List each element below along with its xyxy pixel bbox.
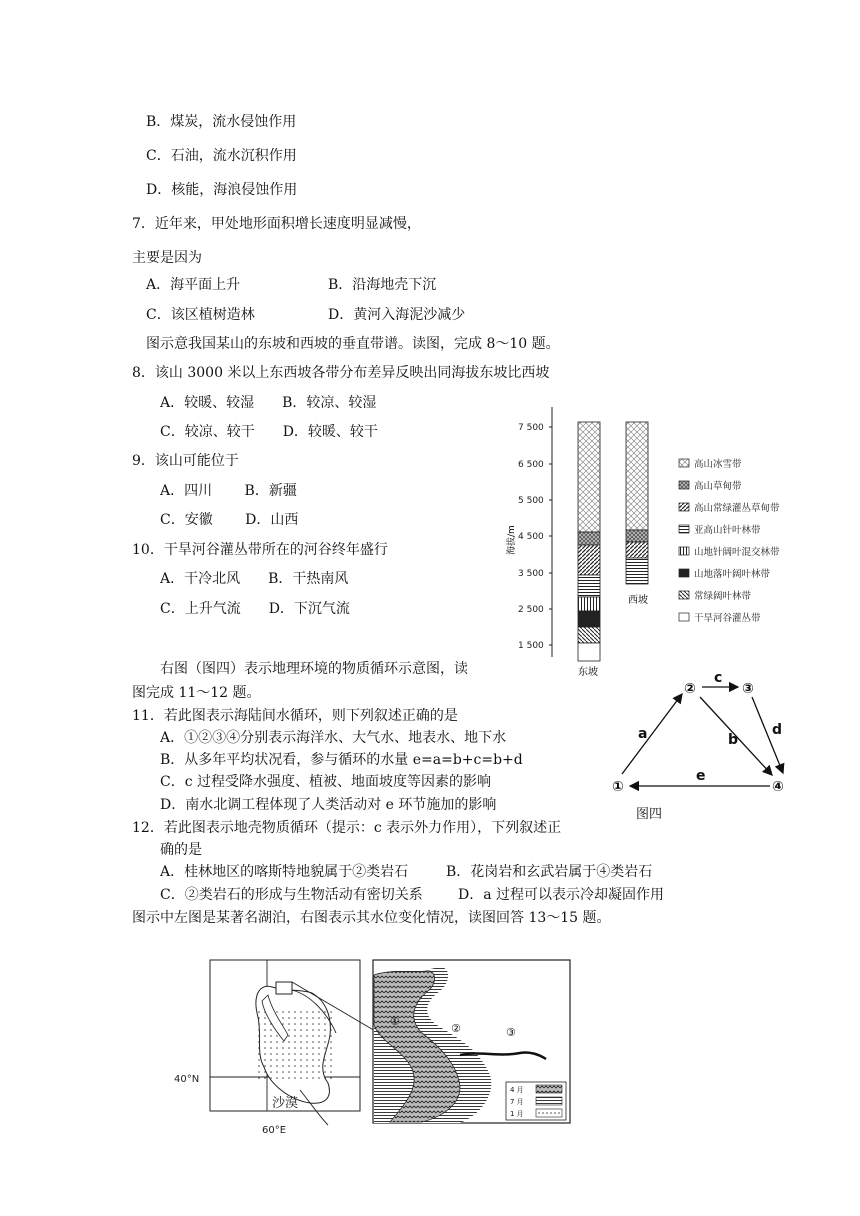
- zonation-legend: [679, 458, 780, 624]
- tick-7500: 7 500: [518, 423, 544, 433]
- arrow-a-label: a: [638, 726, 648, 742]
- legend-july: 7 月: [510, 1098, 524, 1106]
- arrow-d-label: d: [772, 722, 783, 738]
- intro-11-12: 右图（图四）表示地理环境的物质循环示意图，读: [160, 661, 468, 677]
- node-3: ③: [742, 681, 754, 697]
- question-7: 7．近年来，甲处地形面积增长速度明显减慢，: [132, 216, 421, 232]
- q9-options-cd: C．安徽 D．山西: [160, 512, 299, 528]
- legend-dry-valley: 干旱河谷灌丛带: [694, 613, 761, 624]
- east-slope-label: 东坡: [578, 667, 598, 678]
- lake-maps-figure: [160, 955, 580, 1140]
- q6-option-b: B．煤炭，流水侵蚀作用: [146, 114, 297, 130]
- q11-option-b: B．从多年平均状况看，参与循环的水量 e=a=b+c=b+d: [160, 752, 523, 768]
- q7-option-b: B．沿海地壳下沉: [328, 277, 437, 293]
- q10-options-ab: A．干冷北风 B．干热南风: [160, 571, 349, 587]
- q9-options-ab: A．四川 B．新疆: [160, 483, 297, 499]
- q6-option-c: C．石油，流水沉积作用: [146, 148, 297, 164]
- q7-option-c: C．该区植树造林: [146, 307, 255, 323]
- q7-option-d: D．黄河入海泥沙减少: [328, 307, 466, 323]
- q8-options-cd: C．较凉、较干 D．较暖、较干: [160, 424, 378, 440]
- q7-option-a: A．海平面上升: [146, 277, 241, 293]
- east-slope-column: [578, 422, 600, 661]
- q12-option-c: C．②类岩石的形成与生物活动有密切关系: [160, 887, 423, 903]
- arrow-e-label: e: [696, 768, 706, 784]
- y-axis-label: 海拔/m: [507, 525, 517, 555]
- tick-4500: 4 500: [518, 532, 544, 542]
- point-3: ③: [506, 1026, 516, 1039]
- question-8: 8．该山 3000 米以上东西坡各带分布差异反映出同海拔东坡比西坡: [132, 365, 550, 381]
- arrow-c-label: c: [714, 672, 723, 686]
- longitude-label: 60°E: [262, 1125, 287, 1136]
- q11-option-c: C．c 过程受降水强度、植被、地面坡度等因素的影响: [160, 774, 492, 790]
- question-7-cont: 主要是因为: [132, 250, 202, 266]
- intro-13-15: 图示中左图是某著名湖泊，右图表示其水位变化情况，读图回答 13～15 题。: [132, 910, 611, 926]
- elevation-axis-ticks: [518, 423, 552, 651]
- intro-11-12-cont: 图完成 11～12 题。: [132, 685, 261, 701]
- point-1: ①: [390, 1015, 400, 1028]
- q11-option-a: A．①②③④分别表示海洋水、大气水、地表水、地下水: [160, 730, 507, 746]
- figure-4-caption: 图四: [636, 807, 663, 822]
- desert-label: 沙漠: [272, 1096, 299, 1111]
- q10-options-cd: C．上升气流 D．下沉气流: [160, 601, 350, 617]
- latitude-label: 40°N: [174, 1074, 200, 1085]
- tick-1500: 1 500: [518, 641, 544, 651]
- west-slope-column: [626, 422, 648, 584]
- legend-mixed-forest: 山地针阔叶混交林带: [694, 547, 780, 558]
- tick-2500: 2 500: [518, 605, 544, 615]
- tick-3500: 3 500: [518, 569, 544, 579]
- mountain-zonation-figure: [490, 405, 850, 680]
- legend-snow: 高山冰雪带: [694, 459, 742, 470]
- point-2: ②: [451, 1022, 461, 1035]
- legend-meadow: 高山草甸带: [694, 481, 742, 492]
- question-9: 9．该山可能位于: [132, 453, 239, 469]
- tick-5500: 5 500: [518, 496, 544, 506]
- node-1: ①: [612, 779, 624, 795]
- question-12: 12．若此图表示地壳物质循环（提示：c 表示外力作用），下列叙述正: [132, 820, 562, 836]
- question-12-cont: 确的是: [160, 842, 202, 858]
- q8-options-ab: A．较暖、较湿 B．较凉、较湿: [160, 395, 377, 411]
- legend-conifer: 亚高山针叶林带: [694, 525, 761, 536]
- q12-option-d: D．a 过程可以表示冷却凝固作用: [458, 887, 665, 903]
- q12-option-a: A．桂林地区的喀斯特地貌属于②类岩石: [160, 864, 409, 880]
- node-2: ②: [684, 681, 696, 697]
- intro-8-10: 图示意我国某山的东坡和西坡的垂直带谱。读图，完成 8～10 题。: [146, 336, 560, 352]
- node-4: ④: [772, 779, 784, 795]
- material-cycle-diagram: [600, 672, 820, 827]
- water-level-map: [373, 960, 570, 1123]
- legend-deciduous: 山地落叶阔叶林带: [694, 569, 771, 580]
- legend-january: 1 月: [510, 1110, 524, 1118]
- question-10: 10．干旱河谷灌丛带所在的河谷终年盛行: [132, 542, 388, 558]
- question-11: 11．若此图表示海陆间水循环，则下列叙述正确的是: [132, 708, 458, 724]
- legend-shrub-meadow: 高山常绿灌丛草甸带: [694, 503, 780, 514]
- legend-evergreen: 常绿阔叶林带: [694, 591, 752, 602]
- q12-option-b: B．花岗岩和玄武岩属于④类岩石: [446, 864, 653, 880]
- q6-option-d: D．核能，海浪侵蚀作用: [146, 182, 298, 198]
- legend-april: 4 月: [510, 1086, 524, 1094]
- q11-option-d: D．南水北调工程体现了人类活动对 e 环节施加的影响: [160, 797, 497, 813]
- arrow-b-label: b: [728, 732, 739, 748]
- tick-6500: 6 500: [518, 460, 544, 470]
- lake-location-map: [210, 960, 360, 1125]
- west-slope-label: 西坡: [628, 595, 648, 606]
